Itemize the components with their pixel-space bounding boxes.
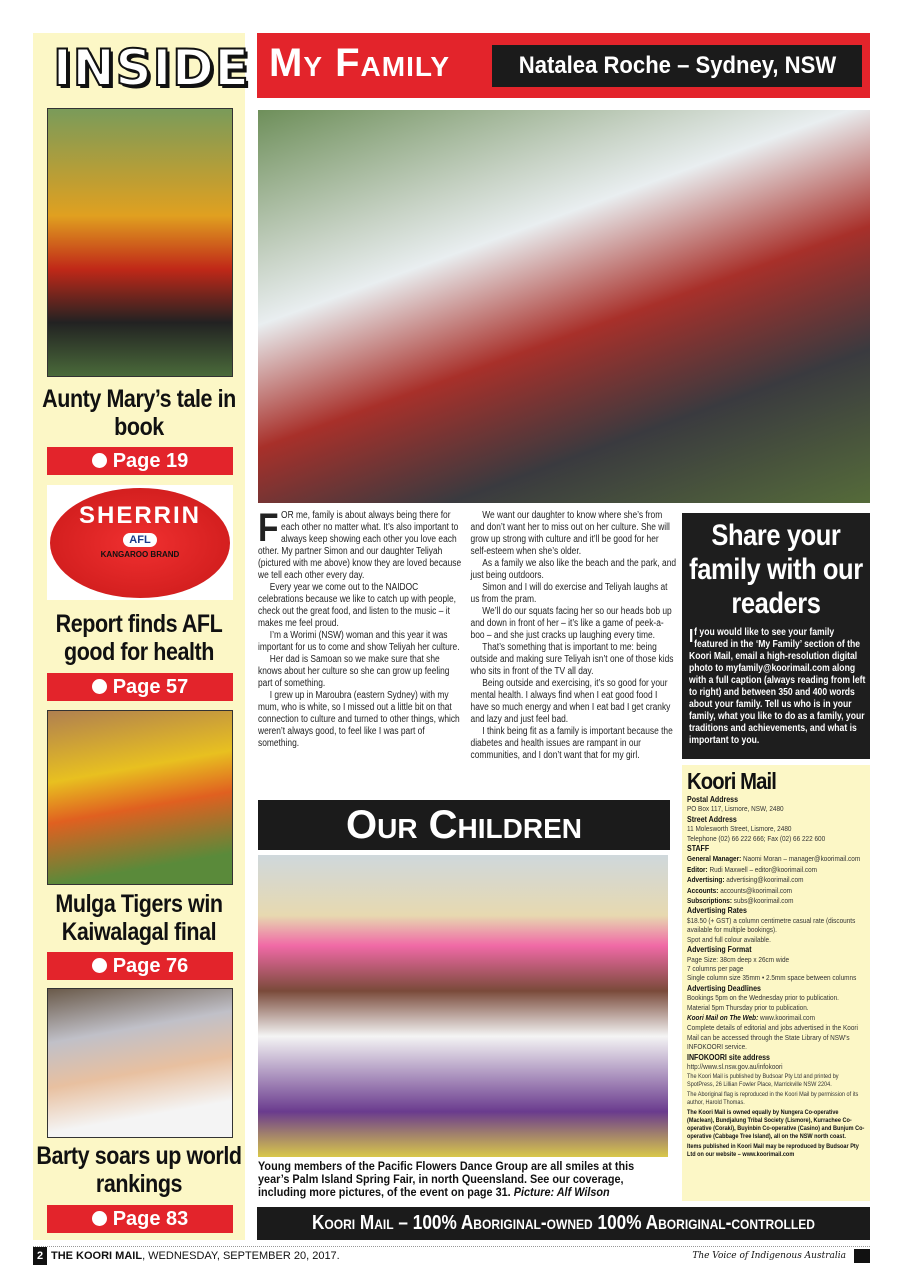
ownership-banner	[257, 1207, 870, 1240]
sherrin-ball-image[interactable]	[47, 485, 233, 600]
photo-caption: Young members of the Pacific Flowers Dance Group are all smiles at this year’s Palm Island Spring Fair, in north Queensland. See our coverage, including more pictures, of the event on page 31. Picture: Alf Wilson	[258, 1159, 635, 1199]
our-children-header: Our Children	[258, 800, 670, 850]
hand-logo-icon	[854, 1249, 870, 1263]
mulga-tigers-photo[interactable]	[47, 710, 233, 885]
koori-mail-info-box: Koori Mail Postal Address PO Box 117, Lismore, NSW, 2480 Street Address 11 Molesworth Street, Lismore, 2480 Telephone (02) 66 222 666; Fax (02) 66 222 600 STAFF General Manager: Naomi Moran – manager@koorimail.com Editor: Rudi Maxwell – editor@koorimail.com Advertising: advertising@koorimail.com Accounts: accounts@koorimail.com Subscriptions: subs@koorimail.com Advertising Rates $18.50 (+ GST) a column centimetre casual rate (discounts available for multiple bookings). Spot and full colour available. Advertising Format Page Size: 38cm deep x 26cm wide 7 columns per page Single column size 35mm • 2.5mm space between columns Advertising Deadlines Bookings 5pm on the Wednesday prior to publication. Material 5pm Thursday prior to publication. Koori Mail on The Web: www.koorimail.com Complete details of editorial and jobs advertised in the Koori Mail can be accessed through the State Library of NSW’s INFOKOORI service. INFOKOORI site address http://www.sl.nsw.gov.au/infokoori The Koori Mail is published by Budsoar Pty Ltd and printed by SpotPress, 26 Lillian Fowler Place, Marrickville NSW 2204. The Aboriginal flag is reproduced in the Koori Mail by permission of its author, Harold Thomas. The Koori Mail is owned equally by Nungera Co-operative (Maclean), Bundjalung Tribal Society (Lismore), Kurrachee Co-operative (Coraki), Buyinbin Co-operative (Casino) and Bunjum Co-operative (Cabbage Tree Island), all on the NSW north coast. Items published in Koori Mail may be reproduced by Budsoar Pty Ltd on our website – www.koorimail.com	[682, 765, 870, 1201]
page-link-57[interactable]: Page 57	[47, 673, 233, 701]
website-link[interactable]: www.koorimail.com	[758, 1012, 815, 1022]
barty-photo[interactable]	[47, 988, 233, 1138]
share-your-family-box: Share your family with our readers If you would like to see your family featured in the ‘My Family’ section of the Koori Mail, email a high-resolution digital photo to myfamily@koorimail.com along with a full caption (always reading from left to right) and between 350 and 400 words about your family. Tell us who is in your family, what you like to do as a family, your traditions and achievements, and what is important to you.	[682, 513, 870, 759]
bullet-icon	[92, 958, 107, 973]
page-link-76[interactable]: Page 76	[47, 952, 233, 980]
drop-cap: F	[258, 506, 279, 550]
tagline: The Voice of Indigenous Australia	[692, 1251, 846, 1261]
banner-text: Koori Mail – 100% Aboriginal-owned 100% Aboriginal-controlled	[311, 1212, 816, 1234]
aunty-mary-photo[interactable]	[47, 108, 233, 377]
story-caption[interactable]: Report finds AFL good for health	[55, 610, 223, 666]
children-dance-group-photo[interactable]	[258, 855, 668, 1157]
photo-credit: Picture: Alf Wilson	[513, 1185, 610, 1199]
section-title: My Family	[269, 41, 451, 85]
page-number: 2	[33, 1247, 47, 1265]
bullet-icon	[92, 453, 107, 468]
share-title: Share your family with our readers	[689, 519, 863, 620]
inside-heading: INSIDE	[53, 39, 250, 97]
page-footer: 2 THE KOORI MAIL, WEDNESDAY, SEPTEMBER 20, 2017. The Voice of Indigenous Australia	[33, 1246, 870, 1264]
share-body: f you would like to see your family featured in the ‘My Family’ section of the Koori Mail, email a high-resolution digital photo to myfamily@koorimail.com along with a full caption (always reading from left to right) and between 350 and 400 words about your family. Tell us who is in your family, what you like to do as a family, your traditions and achievements, and what is important to you.	[689, 627, 866, 746]
bullet-icon	[92, 679, 107, 694]
story-caption[interactable]: Mulga Tigers win Kaiwalagal final	[55, 890, 223, 946]
inside-sidebar	[33, 33, 250, 1240]
page-link-19[interactable]: Page 19	[47, 447, 233, 475]
story-caption[interactable]: Aunty Mary’s tale in book	[42, 385, 236, 441]
afl-badge: AFL	[123, 533, 156, 547]
byline: Natalea Roche – Sydney, NSW	[518, 52, 836, 79]
football: SHERRIN AFL KANGAROO BRAND	[50, 488, 230, 598]
family-photo[interactable]	[258, 110, 870, 503]
article-body: FOR me, family is about always being there for each other no matter what. It’s also important to always keep showing each other you love each other. My partner Simon and our daughter Teliyah (pictured with me above) know they are loved because we tell each other every day. Every year we come out to the NAIDOC celebrations because we like to catch up with people, check out the great food, and listen to the music – it makes me feel proud. I’m a Worimi (NSW) woman and this year it was important for us to come and show Teliyah her culture. Her dad is Samoan so we make sure that she knows about her culture so she can grow up feeling part of something. I grew up in Maroubra (eastern Sydney) with my mum, who is white, so I missed out a little bit on that connection to culture and turned to other things, which weren’t always good, to feel like I was part of something. We want our daughter to know where she’s from and don’t want her to miss out on her culture. She will grow up strong with culture and it’ll be good for her self-esteem when she’s older. As a family we also like the beach and the park, and just being outdoors. Simon and I will do exercise and Teliyah laughs at us from the pram. We’ll do our squats facing her so our heads bob up and down in front of her – it’s like a game of peek-a-boo – and she just cracks up laughing every time. That’s something that is important to me: being outside and making sure Teliyah isn’t one of those kids who sits in front of the TV all day. Being outside and exercising, it’s so good for your mental health. I always find when I eat good food I have so much energy and when I eat bad I get cranky and lazy and just feel bad. I think being fit as a family is important because the diabetes and health issues are rampant in our communities, and I don’t want that for my girl.	[258, 506, 677, 761]
page-link-83[interactable]: Page 83	[47, 1205, 233, 1233]
bullet-icon	[92, 1211, 107, 1226]
infokoori-link[interactable]: http://www.sl.nsw.gov.au/infokoori	[687, 1061, 783, 1071]
my-family-header	[257, 33, 870, 98]
byline-box	[492, 45, 862, 87]
story-caption[interactable]: Barty soars up world rankings	[36, 1142, 242, 1198]
